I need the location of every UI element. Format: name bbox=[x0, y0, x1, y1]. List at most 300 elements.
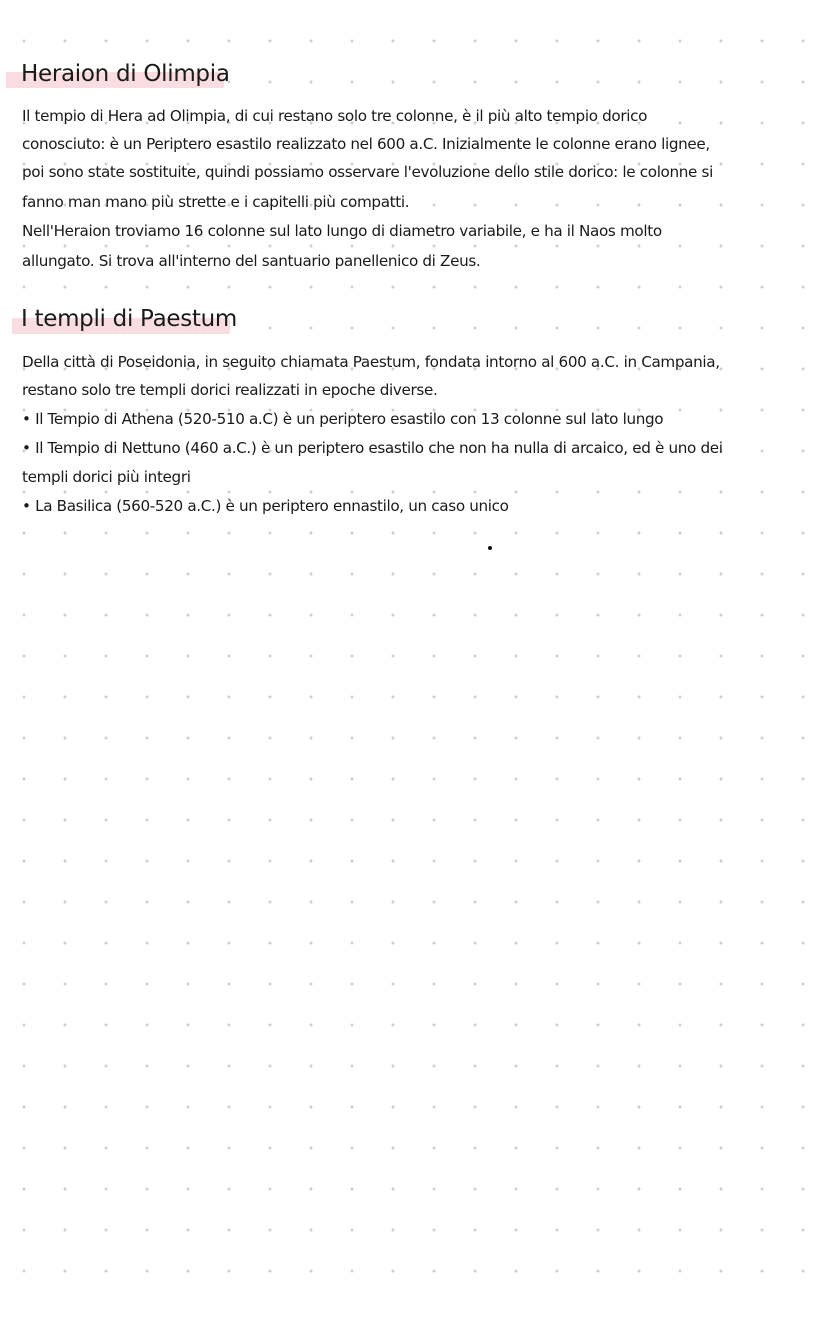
grid-dot bbox=[392, 81, 395, 84]
grid-dot bbox=[802, 122, 805, 125]
grid-dot bbox=[310, 286, 313, 289]
grid-dot bbox=[187, 532, 190, 535]
grid-dot bbox=[433, 1270, 436, 1273]
grid-dot bbox=[228, 778, 231, 781]
grid-dot bbox=[597, 737, 600, 740]
grid-dot bbox=[228, 614, 231, 617]
grid-dot bbox=[187, 286, 190, 289]
grid-dot bbox=[515, 327, 518, 330]
grid-dot bbox=[802, 901, 805, 904]
grid-dot bbox=[638, 1024, 641, 1027]
grid-dot bbox=[515, 819, 518, 822]
grid-dot bbox=[310, 1024, 313, 1027]
grid-dot bbox=[23, 245, 26, 248]
grid-dot bbox=[310, 532, 313, 535]
grid-dot bbox=[351, 983, 354, 986]
grid-dot bbox=[720, 901, 723, 904]
grid-dot bbox=[351, 1229, 354, 1232]
grid-dot bbox=[105, 696, 108, 699]
grid-dot bbox=[556, 983, 559, 986]
grid-dot bbox=[720, 655, 723, 658]
grid-dot bbox=[638, 1270, 641, 1273]
grid-dot bbox=[351, 1024, 354, 1027]
grid-dot bbox=[474, 245, 477, 248]
grid-dot bbox=[679, 737, 682, 740]
grid-dot bbox=[392, 1147, 395, 1150]
grid-dot bbox=[720, 1229, 723, 1232]
grid-dot bbox=[474, 1024, 477, 1027]
grid-dot bbox=[556, 1065, 559, 1068]
grid-dot bbox=[392, 696, 395, 699]
grid-dot bbox=[515, 1065, 518, 1068]
grid-dot bbox=[310, 1065, 313, 1068]
grid-dot bbox=[597, 532, 600, 535]
grid-dot bbox=[515, 245, 518, 248]
grid-dot bbox=[187, 1229, 190, 1232]
grid-dot bbox=[679, 204, 682, 207]
grid-dot bbox=[720, 1106, 723, 1109]
grid-dot bbox=[802, 204, 805, 207]
grid-dot bbox=[146, 1270, 149, 1273]
grid-dot bbox=[310, 860, 313, 863]
grid-dot bbox=[146, 778, 149, 781]
grid-dot bbox=[720, 532, 723, 535]
grid-dot bbox=[679, 491, 682, 494]
grid-dot bbox=[351, 1188, 354, 1191]
grid-dot bbox=[474, 983, 477, 986]
grid-dot bbox=[474, 40, 477, 43]
grid-dot bbox=[679, 901, 682, 904]
grid-dot bbox=[802, 450, 805, 453]
grid-dot bbox=[310, 1270, 313, 1273]
grid-dot bbox=[433, 40, 436, 43]
grid-dot bbox=[802, 860, 805, 863]
grid-dot bbox=[433, 491, 436, 494]
grid-dot bbox=[64, 737, 67, 740]
grid-dot bbox=[392, 614, 395, 617]
grid-dot bbox=[802, 368, 805, 371]
grid-dot bbox=[515, 491, 518, 494]
grid-dot bbox=[556, 1147, 559, 1150]
grid-dot bbox=[433, 327, 436, 330]
grid-dot bbox=[802, 532, 805, 535]
grid-dot bbox=[351, 819, 354, 822]
grid-dot bbox=[23, 778, 26, 781]
grid-dot bbox=[23, 983, 26, 986]
grid-dot bbox=[679, 532, 682, 535]
grid-dot bbox=[392, 1229, 395, 1232]
text-line: templi dorici più integri bbox=[22, 468, 191, 486]
grid-dot bbox=[433, 901, 436, 904]
grid-dot bbox=[351, 327, 354, 330]
grid-dot bbox=[679, 245, 682, 248]
grid-dot bbox=[720, 696, 723, 699]
grid-dot bbox=[187, 983, 190, 986]
grid-dot bbox=[64, 942, 67, 945]
grid-dot bbox=[761, 163, 764, 166]
grid-dot bbox=[556, 245, 559, 248]
grid-dot bbox=[515, 614, 518, 617]
grid-dot bbox=[433, 1147, 436, 1150]
grid-dot bbox=[228, 286, 231, 289]
grid-dot bbox=[515, 1147, 518, 1150]
grid-dot bbox=[474, 1229, 477, 1232]
grid-dot bbox=[228, 819, 231, 822]
grid-dot bbox=[474, 327, 477, 330]
grid-dot bbox=[515, 860, 518, 863]
grid-dot bbox=[556, 573, 559, 576]
grid-dot bbox=[802, 737, 805, 740]
grid-dot bbox=[597, 245, 600, 248]
grid-dot bbox=[64, 1106, 67, 1109]
grid-dot bbox=[597, 327, 600, 330]
grid-dot bbox=[146, 819, 149, 822]
grid-dot bbox=[597, 204, 600, 207]
grid-dot bbox=[392, 1270, 395, 1273]
grid-dot bbox=[720, 245, 723, 248]
grid-dot bbox=[474, 532, 477, 535]
grid-dot bbox=[105, 819, 108, 822]
grid-dot bbox=[720, 81, 723, 84]
text-line: Della città di Poseidonia, in seguito chiamata Paestum, fondata intorno al 600 a.C. in Campania, bbox=[22, 353, 720, 371]
grid-dot bbox=[23, 1024, 26, 1027]
grid-dot bbox=[679, 778, 682, 781]
grid-dot bbox=[638, 696, 641, 699]
grid-dot bbox=[64, 491, 67, 494]
grid-dot bbox=[802, 1188, 805, 1191]
grid-dot bbox=[638, 532, 641, 535]
grid-dot bbox=[638, 40, 641, 43]
grid-dot bbox=[146, 860, 149, 863]
grid-dot bbox=[515, 655, 518, 658]
grid-dot bbox=[638, 1188, 641, 1191]
grid-dot bbox=[310, 696, 313, 699]
grid-dot bbox=[228, 245, 231, 248]
grid-dot bbox=[556, 532, 559, 535]
grid-dot bbox=[556, 819, 559, 822]
grid-dot bbox=[146, 1229, 149, 1232]
grid-dot bbox=[597, 1106, 600, 1109]
grid-dot bbox=[679, 122, 682, 125]
grid-dot bbox=[228, 942, 231, 945]
grid-dot bbox=[228, 573, 231, 576]
grid-dot bbox=[597, 860, 600, 863]
grid-dot bbox=[187, 40, 190, 43]
grid-dot bbox=[720, 819, 723, 822]
grid-dot bbox=[105, 491, 108, 494]
grid-dot bbox=[556, 1270, 559, 1273]
grid-dot bbox=[105, 40, 108, 43]
grid-dot bbox=[105, 1270, 108, 1273]
grid-dot bbox=[597, 696, 600, 699]
grid-dot bbox=[761, 573, 764, 576]
grid-dot bbox=[474, 819, 477, 822]
grid-dot bbox=[392, 778, 395, 781]
grid-dot bbox=[515, 737, 518, 740]
grid-dot bbox=[310, 491, 313, 494]
grid-dot bbox=[802, 1229, 805, 1232]
grid-dot bbox=[474, 860, 477, 863]
grid-dot bbox=[761, 1106, 764, 1109]
grid-dot bbox=[474, 737, 477, 740]
grid-dot bbox=[64, 901, 67, 904]
grid-dot bbox=[310, 1229, 313, 1232]
grid-dot bbox=[515, 573, 518, 576]
grid-dot bbox=[187, 245, 190, 248]
grid-dot bbox=[433, 1188, 436, 1191]
grid-dot bbox=[105, 1024, 108, 1027]
grid-dot bbox=[351, 901, 354, 904]
grid-dot bbox=[64, 40, 67, 43]
grid-dot bbox=[269, 778, 272, 781]
grid-dot bbox=[720, 778, 723, 781]
grid-dot bbox=[474, 1270, 477, 1273]
grid-dot bbox=[187, 1024, 190, 1027]
grid-dot bbox=[556, 942, 559, 945]
grid-dot bbox=[269, 245, 272, 248]
grid-dot bbox=[761, 1024, 764, 1027]
grid-dot bbox=[105, 983, 108, 986]
grid-dot bbox=[351, 1147, 354, 1150]
grid-dot bbox=[556, 737, 559, 740]
grid-dot bbox=[474, 655, 477, 658]
grid-dot bbox=[515, 983, 518, 986]
grid-dot bbox=[146, 942, 149, 945]
grid-dot bbox=[597, 40, 600, 43]
grid-dot bbox=[433, 286, 436, 289]
grid-dot bbox=[228, 532, 231, 535]
text-line: restano solo tre templi dorici realizzati in epoche diverse. bbox=[22, 381, 438, 399]
grid-dot bbox=[802, 1024, 805, 1027]
grid-dot bbox=[105, 1065, 108, 1068]
grid-dot bbox=[679, 573, 682, 576]
grid-dot bbox=[433, 614, 436, 617]
grid-dot bbox=[146, 655, 149, 658]
grid-dot bbox=[679, 819, 682, 822]
grid-dot bbox=[310, 1188, 313, 1191]
grid-dot bbox=[351, 614, 354, 617]
grid-dot bbox=[802, 491, 805, 494]
grid-dot bbox=[638, 778, 641, 781]
grid-dot bbox=[23, 573, 26, 576]
grid-dot bbox=[310, 655, 313, 658]
grid-dot bbox=[720, 327, 723, 330]
grid-dot bbox=[187, 901, 190, 904]
grid-dot bbox=[23, 737, 26, 740]
grid-dot bbox=[351, 942, 354, 945]
grid-dot bbox=[433, 204, 436, 207]
grid-dot bbox=[64, 696, 67, 699]
grid-dot bbox=[310, 245, 313, 248]
grid-dot bbox=[761, 737, 764, 740]
grid-dot bbox=[310, 819, 313, 822]
grid-dot bbox=[269, 1188, 272, 1191]
grid-dot bbox=[761, 327, 764, 330]
grid-dot bbox=[64, 573, 67, 576]
grid-dot bbox=[597, 81, 600, 84]
grid-dot bbox=[351, 245, 354, 248]
grid-dot bbox=[392, 1106, 395, 1109]
grid-dot bbox=[720, 368, 723, 371]
grid-dot bbox=[105, 655, 108, 658]
grid-dot bbox=[23, 942, 26, 945]
grid-dot bbox=[310, 737, 313, 740]
grid-dot bbox=[556, 1024, 559, 1027]
grid-dot bbox=[638, 1229, 641, 1232]
grid-dot bbox=[23, 491, 26, 494]
grid-dot bbox=[433, 1229, 436, 1232]
grid-dot bbox=[105, 901, 108, 904]
grid-dot bbox=[802, 1147, 805, 1150]
grid-dot bbox=[351, 491, 354, 494]
grid-dot bbox=[146, 614, 149, 617]
grid-dot bbox=[105, 614, 108, 617]
grid-dot bbox=[515, 81, 518, 84]
grid-dot bbox=[187, 696, 190, 699]
grid-dot bbox=[23, 40, 26, 43]
grid-dot bbox=[351, 1065, 354, 1068]
grid-dot bbox=[105, 532, 108, 535]
grid-dot bbox=[392, 573, 395, 576]
grid-dot bbox=[146, 286, 149, 289]
grid-dot bbox=[597, 655, 600, 658]
grid-dot bbox=[228, 696, 231, 699]
grid-dot bbox=[310, 614, 313, 617]
grid-dot bbox=[146, 1065, 149, 1068]
grid-dot bbox=[720, 491, 723, 494]
grid-dot bbox=[761, 1147, 764, 1150]
grid-dot bbox=[146, 532, 149, 535]
grid-dot bbox=[351, 1270, 354, 1273]
grid-dot bbox=[638, 327, 641, 330]
grid-dot bbox=[105, 1229, 108, 1232]
grid-dot bbox=[433, 860, 436, 863]
grid-dot bbox=[64, 983, 67, 986]
grid-dot bbox=[597, 1229, 600, 1232]
grid-dot bbox=[64, 245, 67, 248]
grid-dot bbox=[638, 901, 641, 904]
grid-dot bbox=[720, 737, 723, 740]
grid-dot bbox=[761, 942, 764, 945]
grid-dot bbox=[720, 1270, 723, 1273]
grid-dot bbox=[269, 81, 272, 84]
grid-dot bbox=[23, 1229, 26, 1232]
grid-dot bbox=[187, 1065, 190, 1068]
grid-dot bbox=[392, 491, 395, 494]
grid-dot bbox=[105, 1147, 108, 1150]
text-line: conosciuto: è un Periptero esastilo realizzato nel 600 a.C. Inizialmente le colonne erano lignee, bbox=[22, 135, 710, 153]
grid-dot bbox=[720, 286, 723, 289]
grid-dot bbox=[23, 819, 26, 822]
grid-dot bbox=[720, 163, 723, 166]
grid-dot bbox=[64, 1065, 67, 1068]
grid-dot bbox=[761, 614, 764, 617]
grid-dot bbox=[187, 655, 190, 658]
grid-dot bbox=[679, 286, 682, 289]
grid-dot bbox=[802, 655, 805, 658]
grid-dot bbox=[269, 1065, 272, 1068]
grid-dot bbox=[597, 778, 600, 781]
grid-dot bbox=[392, 942, 395, 945]
grid-dot bbox=[392, 819, 395, 822]
grid-dot bbox=[720, 983, 723, 986]
grid-dot bbox=[146, 1188, 149, 1191]
grid-dot bbox=[23, 655, 26, 658]
grid-dot bbox=[556, 1229, 559, 1232]
grid-dot bbox=[269, 573, 272, 576]
grid-dot bbox=[187, 491, 190, 494]
grid-dot bbox=[761, 286, 764, 289]
grid-dot bbox=[638, 1147, 641, 1150]
grid-dot bbox=[761, 40, 764, 43]
grid-dot bbox=[679, 1106, 682, 1109]
grid-dot bbox=[597, 1065, 600, 1068]
grid-dot bbox=[64, 1270, 67, 1273]
grid-dot bbox=[679, 1270, 682, 1273]
grid-dot bbox=[474, 901, 477, 904]
grid-dot bbox=[474, 491, 477, 494]
grid-dot bbox=[269, 737, 272, 740]
grid-dot bbox=[679, 1188, 682, 1191]
list-item: • Il Tempio di Nettuno (460 a.C.) è un periptero esastilo che non ha nulla di arcaico, ed è uno dei bbox=[22, 439, 723, 457]
grid-dot bbox=[146, 737, 149, 740]
text-line: allungato. Si trova all'interno del santuario panellenico di Zeus. bbox=[22, 252, 481, 270]
grid-dot bbox=[474, 1188, 477, 1191]
grid-dot bbox=[597, 942, 600, 945]
grid-dot bbox=[105, 1188, 108, 1191]
grid-dot bbox=[761, 696, 764, 699]
grid-dot bbox=[228, 737, 231, 740]
grid-dot bbox=[474, 81, 477, 84]
grid-dot bbox=[351, 655, 354, 658]
grid-dot bbox=[556, 327, 559, 330]
grid-dot bbox=[269, 655, 272, 658]
grid-dot bbox=[720, 409, 723, 412]
grid-dot bbox=[228, 860, 231, 863]
grid-dot bbox=[515, 696, 518, 699]
grid-dot bbox=[720, 573, 723, 576]
grid-dot bbox=[761, 81, 764, 84]
grid-dot bbox=[761, 245, 764, 248]
grid-dot bbox=[433, 81, 436, 84]
grid-dot bbox=[269, 860, 272, 863]
grid-dot bbox=[269, 1229, 272, 1232]
grid-dot bbox=[351, 778, 354, 781]
grid-dot bbox=[310, 1106, 313, 1109]
grid-dot bbox=[64, 778, 67, 781]
grid-dot bbox=[392, 532, 395, 535]
grid-dot bbox=[269, 1106, 272, 1109]
grid-dot bbox=[556, 491, 559, 494]
grid-dot bbox=[515, 942, 518, 945]
grid-dot bbox=[638, 983, 641, 986]
grid-dot bbox=[638, 655, 641, 658]
grid-dot bbox=[433, 1065, 436, 1068]
grid-dot bbox=[105, 942, 108, 945]
grid-dot bbox=[433, 696, 436, 699]
grid-dot bbox=[105, 1106, 108, 1109]
grid-dot bbox=[310, 81, 313, 84]
grid-dot bbox=[23, 901, 26, 904]
grid-dot bbox=[638, 614, 641, 617]
grid-dot bbox=[392, 327, 395, 330]
grid-dot bbox=[351, 737, 354, 740]
grid-dot bbox=[597, 1024, 600, 1027]
grid-dot bbox=[474, 204, 477, 207]
grid-dot bbox=[761, 901, 764, 904]
grid-dot bbox=[269, 819, 272, 822]
grid-dot bbox=[638, 819, 641, 822]
